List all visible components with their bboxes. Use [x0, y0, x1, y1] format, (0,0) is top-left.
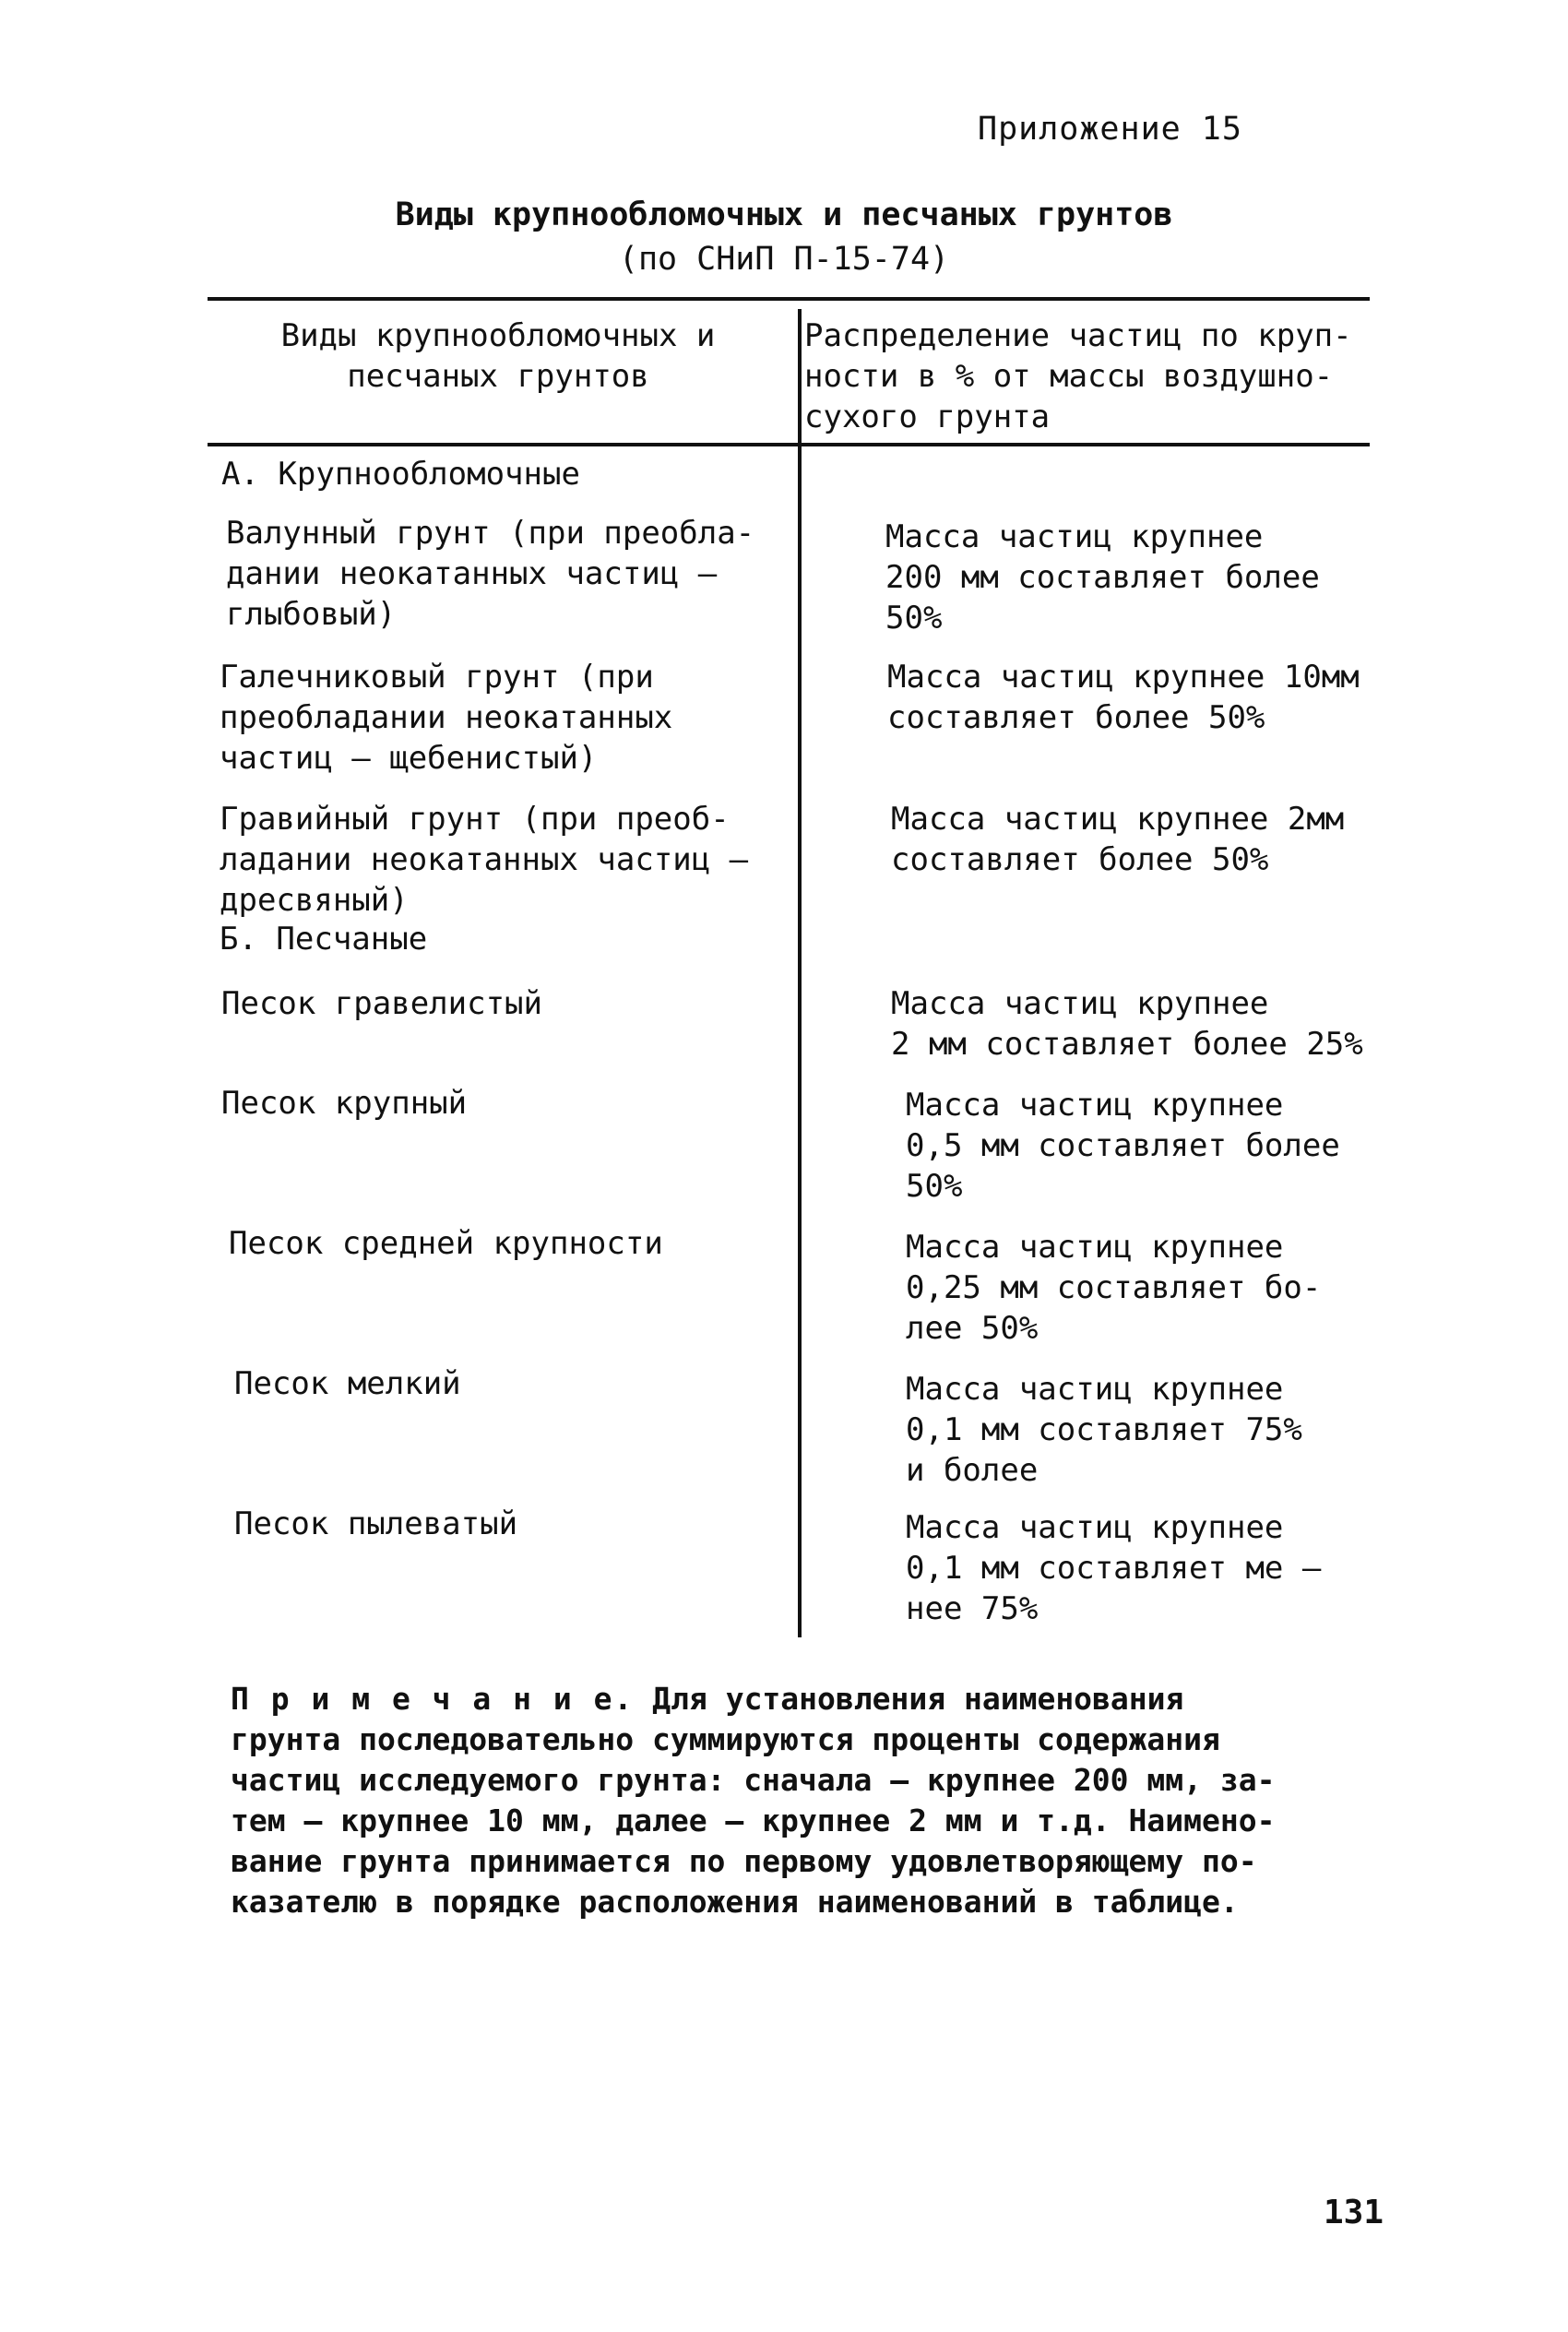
table-title: Виды крупнообломочных и песчаных грунтов [395, 196, 1173, 233]
row-4-name: Песок гравелистый [221, 985, 542, 1022]
row-4-value: Масса частиц крупнее 2 мм составляет более 25% [891, 985, 1363, 1063]
row-7-value: Масса частиц крупнее 0,1 мм составляет 75% и более [906, 1371, 1302, 1489]
page-number: 131 [1324, 2194, 1384, 2231]
section-heading-a: А. Крупнообломочные [221, 456, 580, 493]
row-8-value: Масса частиц крупнее 0,1 мм составляет ме – нее 75% [906, 1509, 1322, 1627]
table-column-divider [798, 309, 802, 1637]
table-top-rule [208, 297, 1370, 301]
row-5-name: Песок крупный [221, 1085, 468, 1122]
appendix-label: Приложение 15 [978, 111, 1242, 148]
col2-header: Распределение частиц по круп- ности в % от массы воздушно- сухого грунта [804, 317, 1352, 435]
row-5-value: Масса частиц крупнее 0,5 мм составляет более 50% [906, 1087, 1340, 1205]
row-3-name: Гравийный грунт (при преоб- ладании неокатанных частиц – дресвяный) [220, 801, 749, 919]
row-3-value: Масса частиц крупнее 2мм составляет более 50% [891, 801, 1345, 878]
note-text: Для установления наименования грунта последовательно суммируются проценты содержания частиц исследуемого грунта: сначала – крупнее 200 мм, за- тем – крупнее 10 мм, далее – крупнее 2 мм и т.д. Наимено- вание грунта принимается по первому удовлетворяющему по- казателю в порядке расположения наименований в таблице. [231, 1681, 1276, 1920]
row-7-name: Песок мелкий [234, 1365, 461, 1402]
row-8-name: Песок пылеватый [234, 1505, 518, 1542]
section-heading-b: Б. Песчаные [220, 921, 428, 958]
table-subtitle: (по СНиП П-15-74) [618, 241, 950, 278]
row-6-name: Песок средней крупности [229, 1225, 663, 1262]
row-1-value: Масса частиц крупнее 200 мм составляет более 50% [885, 518, 1320, 637]
row-1-name: Валунный грунт (при преобла- дании неокатанных частиц – глыбовый) [226, 515, 755, 633]
note-label: П р и м е ч а н и е. [231, 1681, 635, 1717]
col1-header: Виды крупнообломочных и песчаных грунтов [280, 317, 716, 395]
note-paragraph [231, 1679, 1411, 1922]
row-6-value: Масса частиц крупнее 0,25 мм составляет бо- лее 50% [906, 1229, 1322, 1347]
table-header-rule [208, 443, 1370, 446]
row-2-name: Галечниковый грунт (при преобладании неокатанных частиц – щебенистый) [220, 659, 673, 777]
row-2-value: Масса частиц крупнее 10мм составляет более 50% [887, 659, 1360, 736]
